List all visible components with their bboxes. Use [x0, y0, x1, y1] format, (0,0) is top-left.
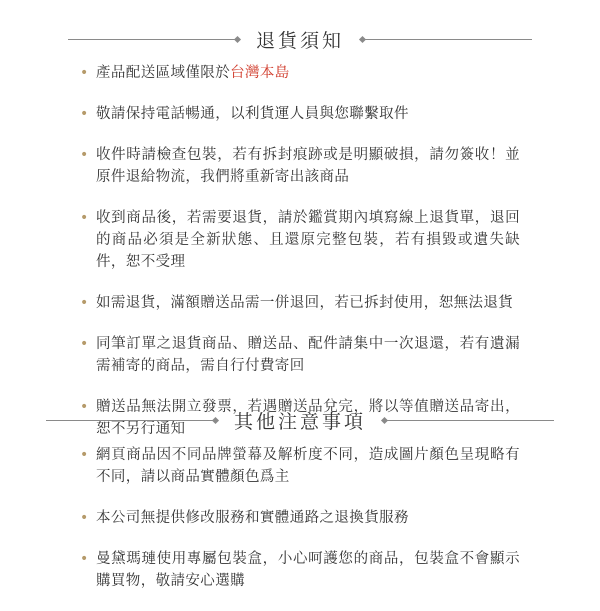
list-item — [80, 333, 520, 377]
return-policy-list — [80, 62, 520, 459]
item-text: 贈送品無法開立發票，若遇贈送品兌完，將以等值贈送品寄出，恕不另行通知 — [96, 399, 520, 437]
section-header-return-policy — [0, 27, 600, 51]
list-item — [80, 548, 520, 592]
bullet-icon: • — [80, 399, 89, 415]
bullet-icon: • — [80, 147, 89, 163]
item-text: 收到商品後，若需要退貨，請於鑑賞期內填寫線上退貨單，退回的商品必須是全新狀態、且還原完整包裝，若有損毀或遺失缺件，恕不受理 — [96, 210, 520, 270]
highlight-text: 台灣本島 — [230, 65, 290, 81]
item-text: 網頁商品因不同品牌螢幕及解析度不同，造成圖片顏色呈現略有不同，請以商品實體顏色爲主 — [96, 447, 520, 485]
bullet-icon: • — [80, 210, 89, 226]
item-text: 產品配送區域僅限於 — [96, 65, 231, 81]
header-divider-left — [68, 39, 238, 40]
bullet-icon: • — [80, 447, 89, 463]
item-text: 敬請保持電話暢通，以利貨運人員與您聯繫取件 — [96, 106, 409, 122]
header-divider-right — [362, 39, 532, 40]
item-text: 本公司無提供修改服務和實體通路之退換貨服務 — [96, 510, 409, 526]
bullet-icon: • — [80, 106, 89, 122]
bullet-icon: • — [80, 295, 89, 311]
header-divider-right — [384, 420, 554, 421]
other-notes-list — [80, 444, 520, 611]
list-item — [80, 444, 520, 488]
bullet-icon: • — [80, 65, 89, 81]
list-item — [80, 62, 520, 84]
bullet-icon: • — [80, 551, 89, 567]
list-item — [80, 507, 520, 529]
item-text: 如需退貨，滿額贈送品需一併退回，若已拆封使用，恕無法退貨 — [96, 295, 514, 311]
bullet-icon: • — [80, 336, 89, 352]
list-item — [80, 207, 520, 273]
item-text: 曼黛瑪璉使用專屬包裝盒，小心呵護您的商品，包裝盒不會顯示購買物，敬請安心選購 — [96, 551, 520, 589]
list-item — [80, 292, 520, 314]
list-item — [80, 103, 520, 125]
list-item — [80, 144, 520, 188]
item-text: 收件時請檢查包裝，若有拆封痕跡或是明顯破損，請勿簽收！並原件退給物流，我們將重新寄出該商品 — [96, 147, 520, 185]
section-header-other-notes — [0, 408, 600, 432]
item-text: 同筆訂單之退貨商品、贈送品、配件請集中一次退還，若有遺漏需補寄的商品，需自行付費寄回 — [96, 336, 520, 374]
section-title-return-policy: 退貨須知 — [255, 29, 344, 52]
section-title-other-notes: 其他注意事項 — [233, 410, 366, 433]
bullet-icon: • — [80, 510, 89, 526]
header-divider-left — [46, 420, 216, 421]
